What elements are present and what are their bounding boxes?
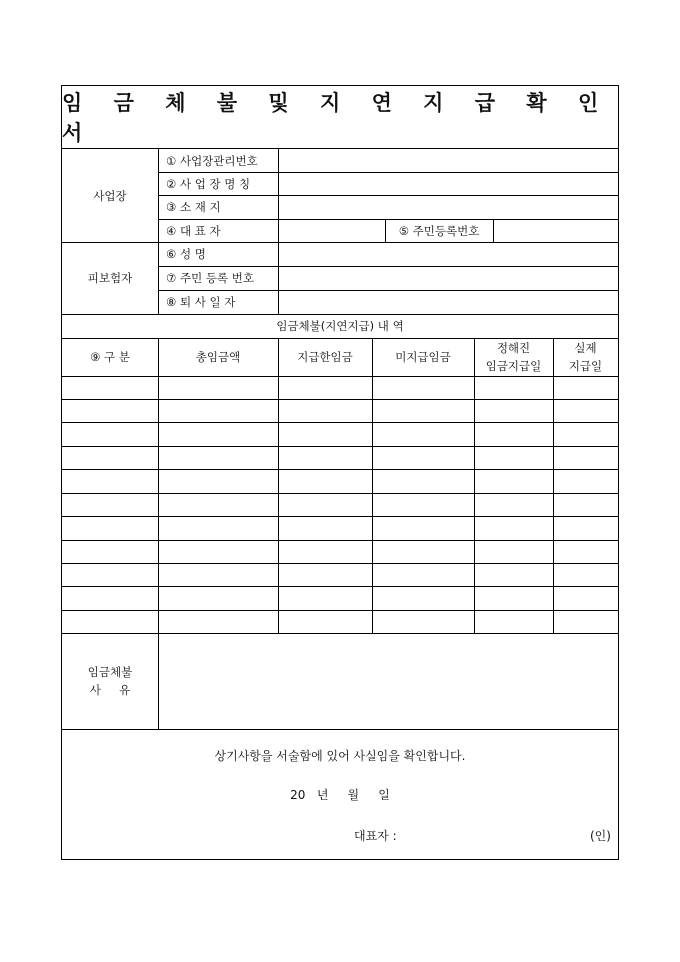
rule bbox=[278, 149, 279, 314]
field-label-resident-no: ⑤ 주민등록번호 bbox=[398, 223, 480, 238]
rule bbox=[62, 540, 618, 541]
rule bbox=[62, 493, 618, 494]
workplace-label: 사업장 bbox=[93, 188, 127, 203]
rule bbox=[278, 338, 279, 633]
confirmation-statement: 상기사항을 서술함에 있어 사실임을 확인합니다. bbox=[214, 749, 466, 763]
field-label-name: ⑥ 성 명 bbox=[166, 247, 206, 261]
field-label-workplace-name: ② 사 업 장 명 칭 bbox=[166, 176, 251, 191]
rule bbox=[62, 469, 618, 470]
confirmation-form bbox=[61, 85, 619, 860]
details-title: 임금체불(지연지급) 내 역 bbox=[276, 319, 404, 333]
reason-label-line2: 사 유 bbox=[89, 683, 131, 697]
rule bbox=[474, 338, 475, 633]
field-label-workplace-no: ① 사업장관리번호 bbox=[166, 153, 258, 168]
field-label-address: ③ 소 재 지 bbox=[166, 200, 221, 214]
seal-mark: (인) bbox=[590, 829, 611, 843]
column-header-scheduled-pay-date: 정해진 임금지급일 bbox=[485, 341, 542, 373]
rule bbox=[553, 338, 554, 633]
column-header-actual-pay-date: 실제 지급일 bbox=[568, 341, 603, 373]
column-header-total-wage: 총임금액 bbox=[195, 350, 241, 364]
rule bbox=[62, 399, 618, 400]
rule bbox=[62, 563, 618, 564]
rule bbox=[62, 610, 618, 611]
rule bbox=[62, 446, 618, 447]
form-title: 임 금 체 불 및 지 연 지 급 확 인 서 bbox=[62, 86, 618, 149]
date-line: 20 년 월 일 bbox=[290, 788, 390, 802]
rule bbox=[62, 516, 618, 517]
rule bbox=[62, 376, 618, 377]
column-header-paid-wage: 지급한임금 bbox=[297, 350, 353, 364]
column-header-category: ⑨ 구 분 bbox=[90, 350, 130, 364]
rule bbox=[62, 586, 618, 587]
rule bbox=[158, 338, 159, 729]
column-header-unpaid-wage: 미지급임금 bbox=[395, 350, 451, 364]
rule bbox=[158, 149, 159, 314]
rule bbox=[493, 219, 494, 242]
rule bbox=[158, 195, 618, 196]
reason-label-line1: 임금체불 bbox=[87, 665, 133, 679]
field-label-resignation-date: ⑧ 퇴 사 일 자 bbox=[166, 295, 236, 309]
field-label-insured-resident-no: ⑦ 주민 등록 번호 bbox=[166, 271, 254, 285]
rule bbox=[62, 729, 618, 730]
rule bbox=[372, 338, 373, 633]
field-label-representative: ④ 대 표 자 bbox=[166, 223, 221, 238]
insured-label: 피보험자 bbox=[87, 271, 133, 285]
representative-label: 대표자 : bbox=[354, 829, 397, 843]
reason-label bbox=[62, 633, 158, 729]
rule bbox=[62, 422, 618, 423]
